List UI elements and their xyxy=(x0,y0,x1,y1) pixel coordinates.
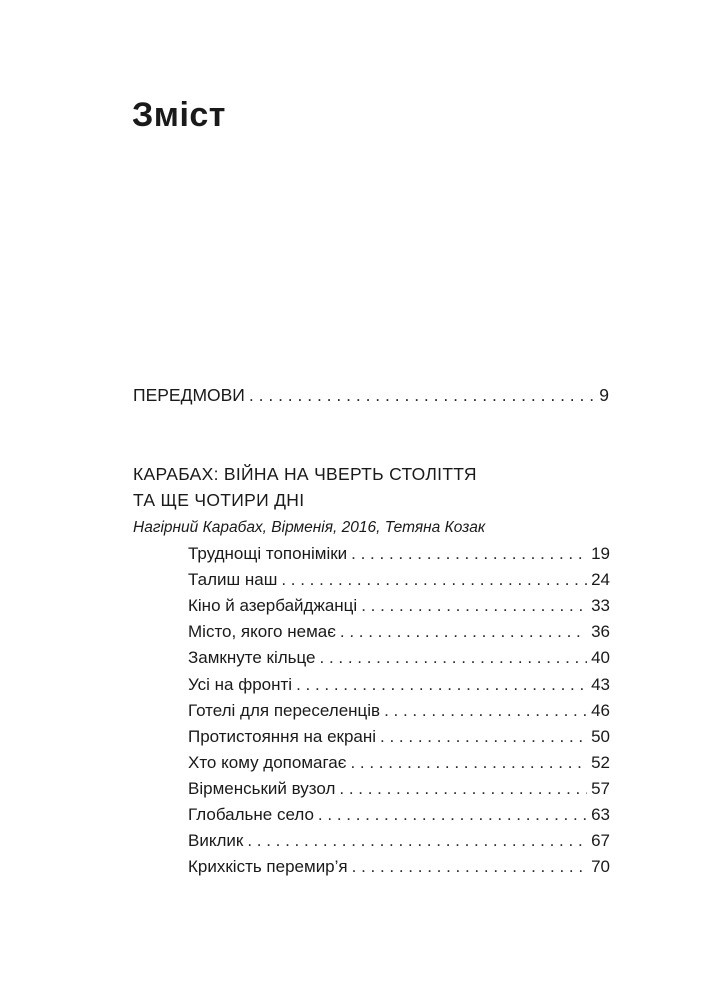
toc-entry-title: Хто кому допомагає xyxy=(188,752,347,772)
toc-entry[interactable] xyxy=(188,569,610,591)
toc-entry-page: 67 xyxy=(591,831,610,851)
section-heading-line-2: ТА ЩЕ ЧОТИРИ ДНІ xyxy=(133,490,305,510)
toc-entry[interactable] xyxy=(188,752,610,774)
dot-leader xyxy=(249,384,595,406)
dot-leader xyxy=(318,804,587,826)
toc-entry-title: ПЕРЕДМОВИ xyxy=(133,385,245,405)
toc-entry-title: Талиш наш xyxy=(188,570,278,590)
dot-leader xyxy=(352,856,587,878)
dot-leader xyxy=(340,621,587,643)
toc-entry-title: Місто, якого немає xyxy=(188,622,336,642)
toc-entry-page: 52 xyxy=(591,752,610,772)
toc-entry[interactable] xyxy=(188,621,610,643)
toc-entry-page: 19 xyxy=(591,544,610,563)
toc-entry[interactable] xyxy=(188,856,610,878)
toc-entry-title: Усі на фронті xyxy=(188,674,293,694)
toc-entry[interactable] xyxy=(188,543,610,565)
section-heading-line-1: КАРАБАХ: ВІЙНА НА ЧВЕРТЬ СТОЛІТТЯ xyxy=(133,464,477,484)
toc-entry[interactable] xyxy=(188,804,610,826)
dot-leader xyxy=(281,569,587,591)
toc-entry-title: Крихкість перемир’я xyxy=(188,857,348,877)
toc-entry[interactable] xyxy=(188,700,610,722)
dot-leader xyxy=(320,647,588,669)
toc-entry[interactable] xyxy=(188,778,610,800)
dot-leader xyxy=(247,830,587,852)
toc-entry-page: 63 xyxy=(591,805,610,824)
toc-entry-title: Кіно й азербайджанці xyxy=(188,596,358,616)
toc-entry[interactable] xyxy=(188,647,610,669)
toc-entry-title: Замкнуте кільце xyxy=(188,648,316,668)
toc-entry[interactable] xyxy=(188,830,610,852)
section-meta: Нагірний Карабах, Вірменія, 2016, Тетяна Козак xyxy=(133,519,486,536)
toc-entry-page: 43 xyxy=(591,674,610,694)
toc-entry-page: 40 xyxy=(591,648,610,668)
toc-entry-title: Протистояння на екрані xyxy=(188,726,377,746)
toc-entry[interactable] xyxy=(188,595,610,617)
toc-entry-title: Виклик xyxy=(188,831,244,851)
toc-entry[interactable] xyxy=(188,726,610,748)
toc-entry-title: Глобальне село xyxy=(188,805,314,824)
toc-entry-page: 36 xyxy=(591,622,610,642)
dot-leader xyxy=(351,543,587,565)
toc-entry[interactable] xyxy=(188,674,610,696)
toc-entry-page: 33 xyxy=(591,596,610,616)
toc-entry-page: 70 xyxy=(591,857,610,877)
toc-entry-page: 9 xyxy=(599,385,609,405)
page-title: Зміст xyxy=(132,96,226,134)
dot-leader xyxy=(350,752,587,774)
toc-entry-page: 57 xyxy=(591,778,610,798)
toc-entry-title: Вірменський вузол xyxy=(188,778,336,798)
toc-entry-page: 46 xyxy=(591,700,610,720)
toc-entry-title: Готелі для переселенців xyxy=(188,700,381,720)
dot-leader xyxy=(296,674,587,696)
dot-leader xyxy=(361,595,587,617)
toc-entry-prefaces[interactable] xyxy=(133,384,609,406)
dot-leader xyxy=(380,726,587,748)
dot-leader xyxy=(339,778,587,800)
dot-leader xyxy=(384,700,587,722)
toc-entry-page: 50 xyxy=(591,726,610,746)
toc-entry-title: Труднощі топоніміки xyxy=(188,544,348,563)
toc-entry-page: 24 xyxy=(591,570,610,590)
